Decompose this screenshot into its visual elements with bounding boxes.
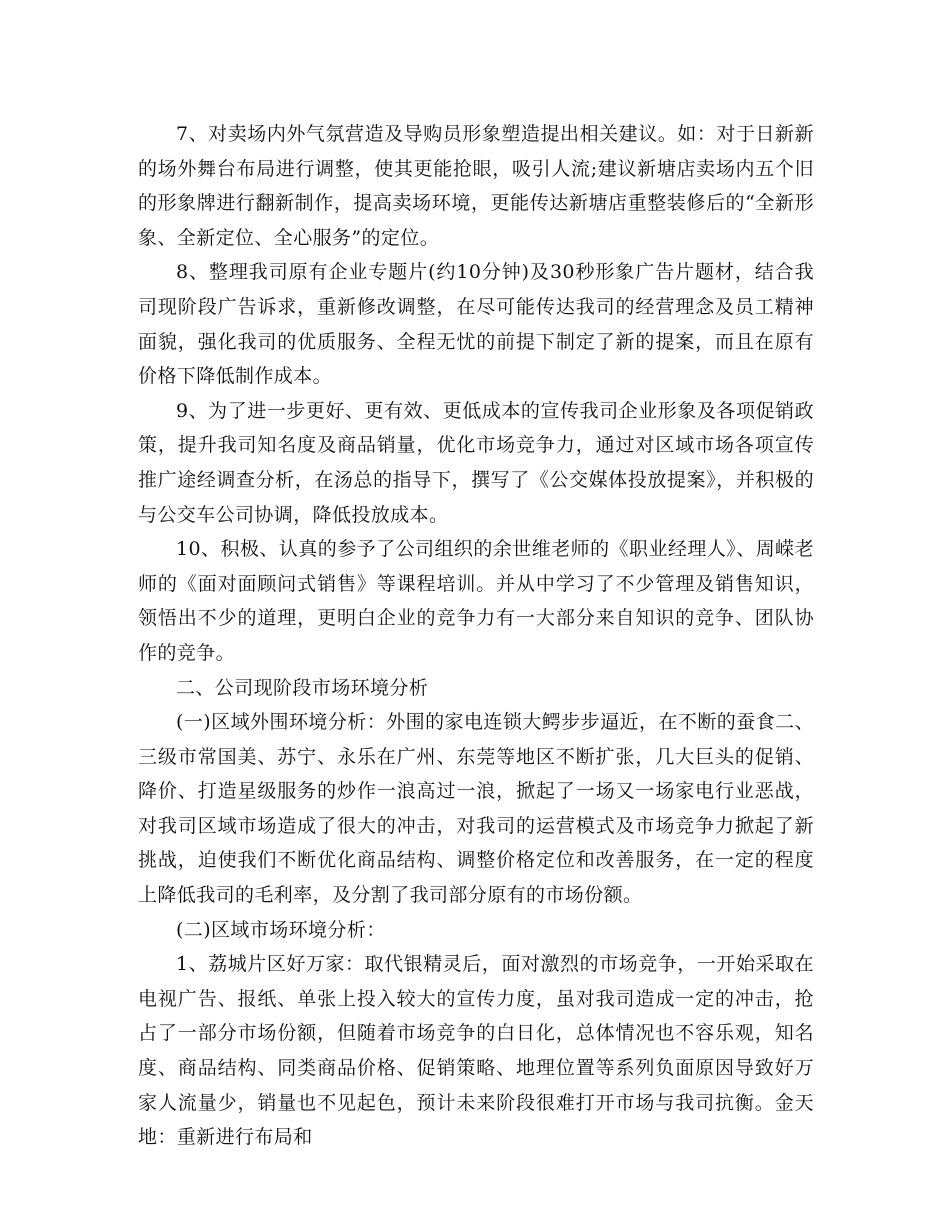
paragraph-item-8: 8、整理我司原有企业专题片(约10分钟)及30秒形象广告片题材，结合我司现阶段广告诉求，重新修改调整，在尽可能传达我司的经营理念及员工精神面貌，强化我司的优质服务、全程无忧的前提下制定了新的提案，而且在原有价格下降低制作成本。 (138, 261, 814, 388)
section-heading-market-analysis: 二、公司现阶段市场环境分析 (176, 676, 429, 699)
document-body (138, 117, 814, 1155)
paragraph-item-7: 7、对卖场内外气氛营造及导购员形象塑造提出相关建议。如：对于日新新的场外舞台布局进行调整，使其更能抢眼，吸引人流;建议新塘店卖场内五个旧的形象牌进行翻新制作，提高卖场环境，更能传达新塘店重整装修后的“全新形象、全新定位、全心服务”的定位。 (138, 123, 814, 249)
paragraph-licheng-district: 1、荔城片区好万家：取代银精灵后，面对激烈的市场竞争，一开始采取在电视广告、报纸、单张上投入较大的宣传力度，虽对我司造成一定的冲击，抢占了一部分市场份额，但随着市场竞争的白日化，总体情况也不容乐观，知名度、商品结构、同类商品价格、促销策略、地理位置等系列负面原因导致好万家人流量少，销量也不见起色，预计未来阶段很难打开市场与我司抗衡。金天地：重新进行布局和 (138, 953, 814, 1149)
paragraph-item-10: 10、积极、认真的参予了公司组织的余世维老师的《职业经理人》、周嵘老师的《面对面顾问式销售》等课程培训。并从中学习了不少管理及销售知识，领悟出不少的道理，更明白企业的竞争力有一大部分来自知识的竞争、团队协作的竞争。 (138, 538, 814, 664)
paragraph-external-environment: (一)区域外围环境分析：外围的家电连锁大鳄步步逼近，在不断的蚕食二、三级市常国美、苏宁、永乐在广州、东莞等地区不断扩张，几大巨头的促销、降价、打造星级服务的炒作一浪高过一浪，掀起了一场又一场家电行业恶战，对我司区域市场造成了很大的冲击，对我司的运营模式及市场竞争力掀起了新挑战，迫使我们不断优化商品结构、调整价格定位和改善服务，在一定的程度上降低我司的毛利率，及分割了我司部分原有的市场份额。 (138, 711, 814, 907)
paragraph-item-9: 9、为了进一步更好、更有效、更低成本的宣传我司企业形象及各项促销政策，提升我司知名度及商品销量，优化市场竞争力，通过对区域市场各项宣传推广途经调查分析，在汤总的指导下，撰写了《公交媒体投放提案》，并积极的与公交车公司协调，降低投放成本。 (138, 399, 814, 526)
subheading-regional-market: (二)区域市场环境分析： (176, 918, 386, 941)
